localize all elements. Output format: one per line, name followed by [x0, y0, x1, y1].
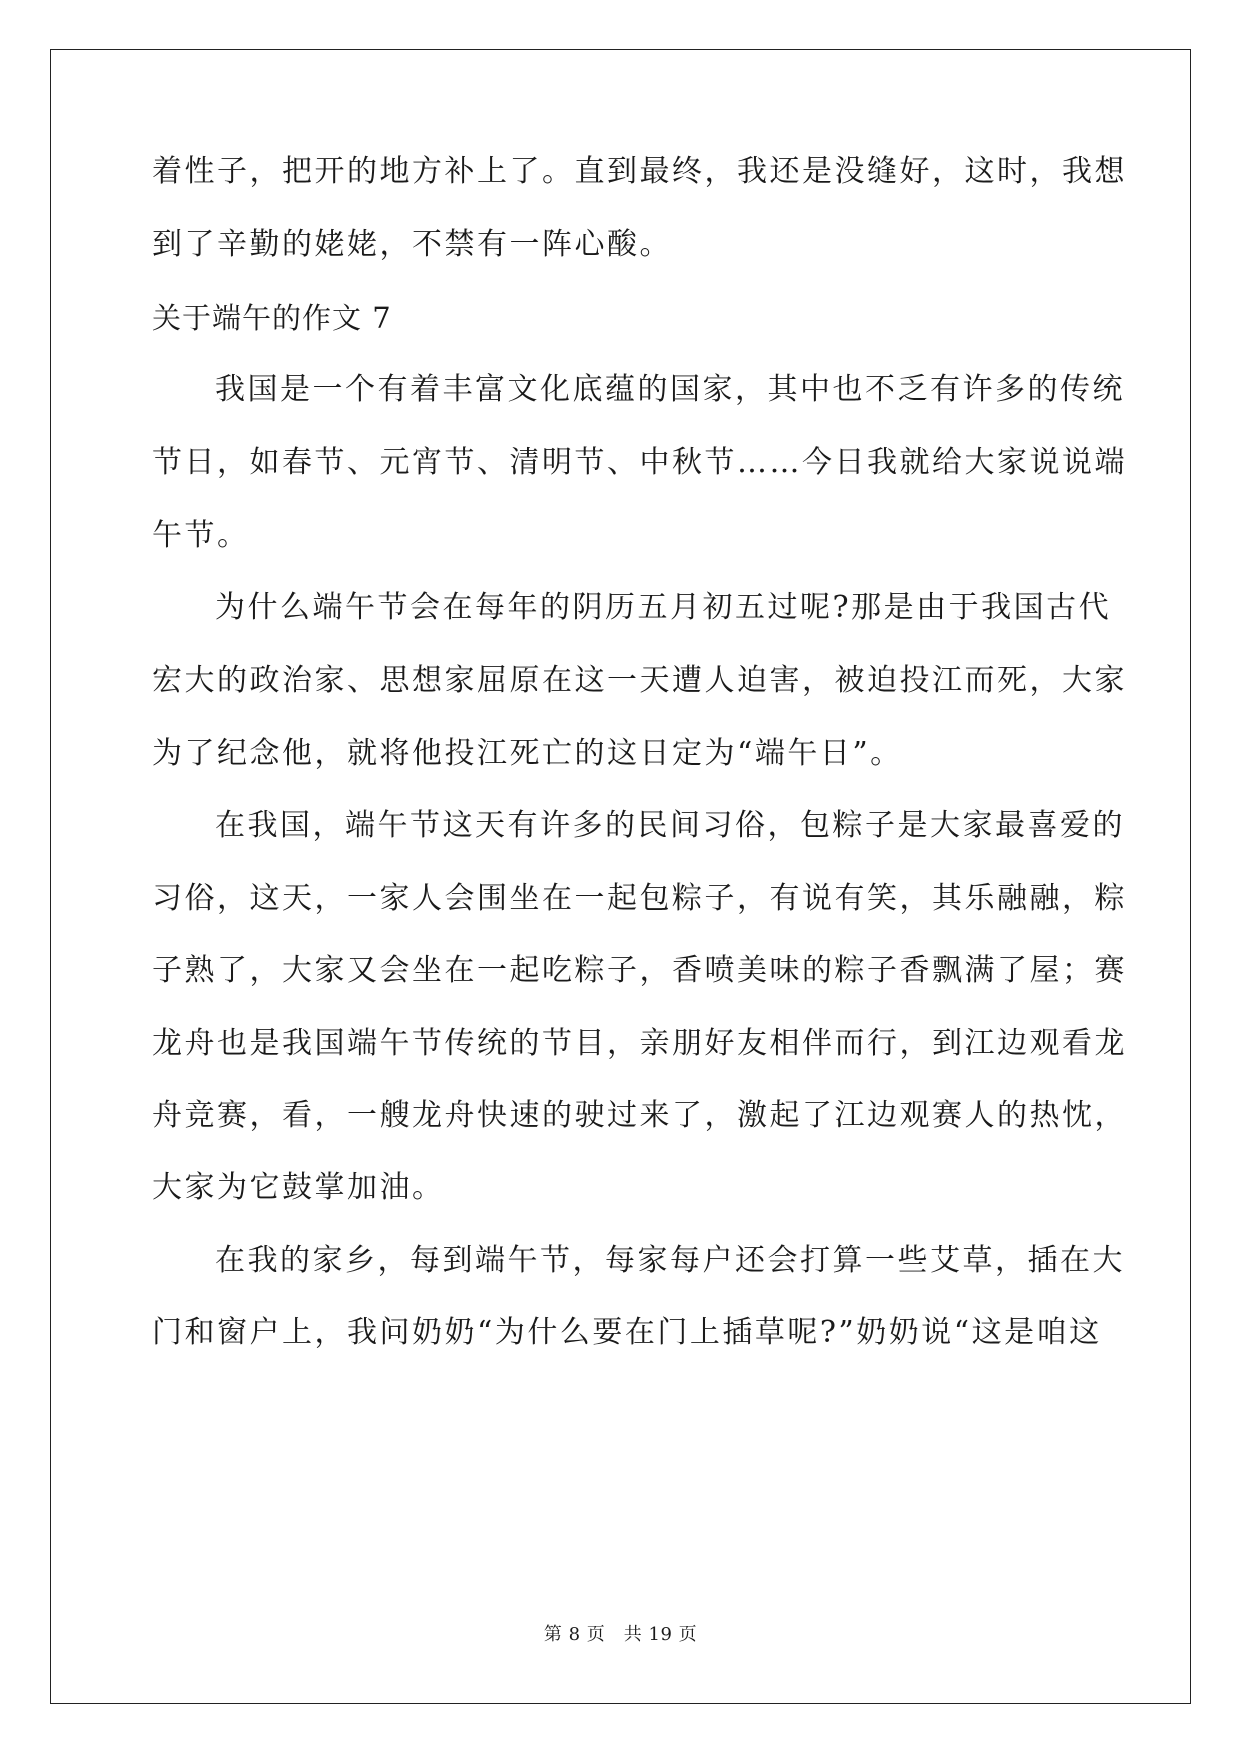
- paragraph-line: 到了辛勤的姥姥，不禁有一阵心酸。: [152, 227, 672, 262]
- paragraph-line: 在我国，端午节这天有许多的民间习俗，包粽子是大家最喜爱的: [215, 808, 1125, 843]
- paragraph-line: 大家为它鼓掌加油。: [152, 1170, 445, 1205]
- paragraph-line: 为了纪念他，就将他投江死亡的这日定为“端午日”。: [152, 736, 903, 771]
- paragraph-line: 龙舟也是我国端午节传统的节目，亲朋好友相伴而行，到江边观看龙: [152, 1026, 1127, 1061]
- paragraph-line: 宏大的政治家、思想家屈原在这一天遭人迫害，被迫投江而死，大家: [152, 663, 1127, 698]
- paragraph-line: 习俗，这天，一家人会围坐在一起包粽子，有说有笑，其乐融融，粽: [152, 881, 1127, 916]
- page-number: 第 8 页 共 19 页: [543, 1624, 698, 1645]
- section-heading: 关于端午的作文 7: [152, 301, 392, 335]
- paragraph-line: 节日，如春节、元宵节、清明节、中秋节……今日我就给大家说说端: [152, 445, 1127, 480]
- paragraph-line: 舟竞赛，看，一艘龙舟快速的驶过来了，激起了江边观赛人的热忱，: [152, 1098, 1127, 1133]
- paragraph-line: 着性子，把开的地方补上了。直到最终，我还是没缝好，这时，我想: [152, 154, 1127, 189]
- paragraph-line: 我国是一个有着丰富文化底蕴的国家，其中也不乏有许多的传统: [215, 372, 1125, 407]
- paragraph-line: 子熟了，大家又会坐在一起吃粽子，香喷美味的粽子香飘满了屋；赛: [152, 953, 1127, 988]
- paragraph-line: 门和窗户上，我问奶奶“为什么要在门上插草呢?”奶奶说“这是咱这: [152, 1315, 1102, 1350]
- paragraph-line: 为什么端午节会在每年的阴历五月初五过呢?那是由于我国古代: [215, 590, 1112, 625]
- paragraph-line: 午节。: [152, 518, 250, 553]
- paragraph-line: 在我的家乡，每到端午节，每家每户还会打算一些艾草，插在大: [215, 1243, 1125, 1278]
